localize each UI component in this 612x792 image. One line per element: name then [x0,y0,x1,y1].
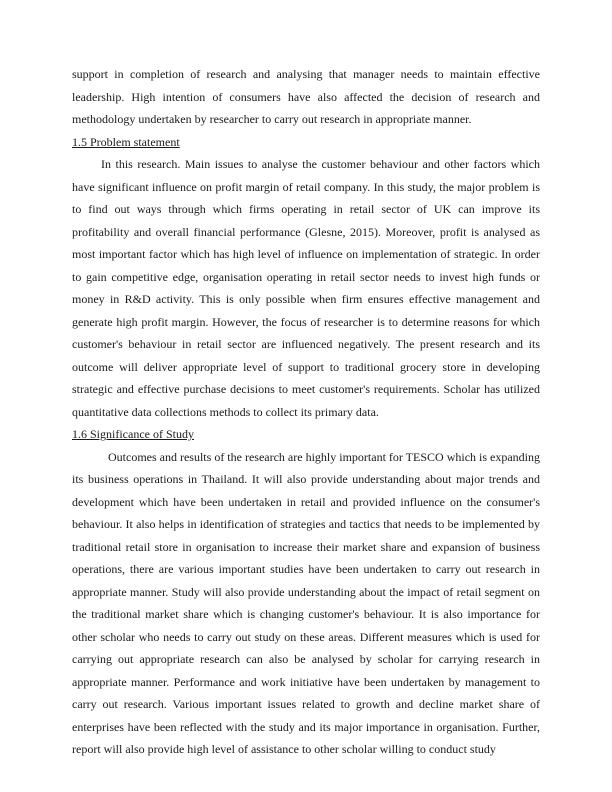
problem-statement-heading: 1.5 Problem statement [72,134,180,149]
problem-statement-paragraph: In this research. Main issues to analyse the customer behaviour and other factors which have significant influence on profit margin of retail company. In this study, the major problem is to find out ways through which firms operating in retail sector of UK can improve its profitability and overall financial performance (Glesne, 2015). Moreover, profit is analysed as most important factor which has high level of influence on implementation of strategic. In order to gain competitive edge, organisation operating in retail sector needs to invest high funds or money in R&D activity. This is only possible when firm ensures effective management and generate high profit margin. However, the focus of researcher is to determine reasons for which customer's behaviour in retail sector are influenced negatively. The present research and its outcome will deliver appropriate level of support to traditional grocery store in developing strategic and effective purchase decisions to meet customer's requirements. Scholar has utilized quantitative data collections methods to collect its primary data. [72,157,540,419]
significance-heading: 1.6 Significance of Study [72,427,194,441]
document-page [72,63,540,761]
continued-paragraph: support in completion of research and analysing that manager needs to maintain effective leadership. High intention of consumers have also affected the decision of research and methodology undertaken by researcher to carry out research in appropriate manner. [72,67,540,126]
significance-paragraph: Outcomes and results of the research are highly important for TESCO which is expanding its business operations in Thailand. It will also provide understanding about major trends and development which have been undertaken in retail and provided influence on the consumer's behaviour. It also helps in identification of strategies and tactics that needs to be implemented by traditional retail store in organisation to increase their market share and expansion of business operations, there are various important studies have been undertaken to carry out research in appropriate manner. Study will also provide understanding about the impact of retail segment on the traditional market share which is changing customer's behaviour. It is also importance for other scholar who needs to carry out study on these areas. Different measures which is used for carrying out appropriate research can also be analysed by scholar for carrying research in appropriate manner. Performance and work initiative have been undertaken by management to carry out research. Various important issues related to growth and decline market share of enterprises have been reflected with the study and its major importance in organisation. Further, report will also provide high level of assistance to other scholar willing to conduct study [72,449,541,756]
